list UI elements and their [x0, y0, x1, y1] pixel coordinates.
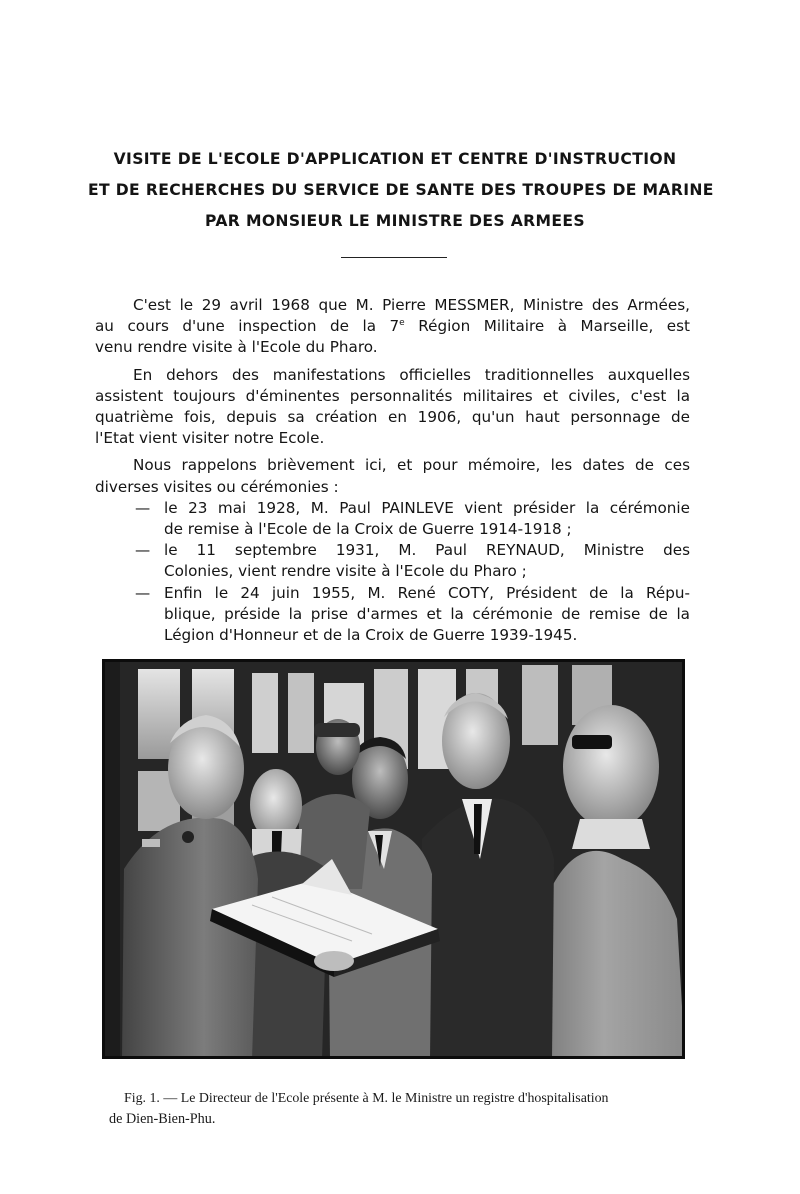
paragraph-line: Nous rappelons brièvement ici, et pour mémoire, les dates de ces: [133, 456, 690, 475]
dash-marker: —: [135, 583, 151, 602]
paragraph-line: diverses visites ou cérémonies :: [95, 477, 339, 496]
paragraph-1: [95, 295, 690, 359]
list-item-line: le 23 mai 1928, M. Paul PAINLEVE vient présider la cérémonie: [164, 498, 690, 517]
paragraph-line: C'est le 29 avril 1968 que M. Pierre MESSMER, Ministre des Armées,: [133, 296, 690, 314]
paragraph-3: [95, 455, 690, 497]
visits-list: [95, 498, 690, 646]
list-item-line: Enfin le 24 juin 1955, M. René COTY, Président de la Répu-: [164, 583, 690, 602]
list-item-line: Colonies, vient rendre visite à l'Ecole du Pharo ;: [164, 562, 527, 581]
caption-line: Fig. 1. — Le Directeur de l'Ecole présente à M. le Ministre un registre d'hospitalisation: [124, 1091, 609, 1106]
list-item-line: blique, préside la prise d'armes et la cérémonie de remise de la: [164, 604, 690, 623]
paragraph-line: au cours d'une inspection de la 7e Région Militaire à Marseille, est: [95, 317, 691, 336]
list-item: [95, 540, 690, 582]
dash-marker: —: [135, 541, 151, 560]
list-item: [95, 498, 690, 540]
title-line-1: VISITE DE L'ECOLE D'APPLICATION ET CENTRE D'INSTRUCTION: [113, 150, 677, 168]
list-item-line: Légion d'Honneur et de la Croix de Guerre 1939-1945.: [164, 626, 578, 645]
paragraph-line: venu rendre visite à l'Ecole du Pharo.: [95, 338, 378, 357]
figure-caption: [109, 1088, 694, 1130]
article-title: [88, 144, 714, 237]
title-line-2: ET DE RECHERCHES DU SERVICE DE SANTE DES TROUPES DE MARINE: [88, 181, 714, 199]
caption-line: de Dien-Bien-Phu.: [109, 1111, 216, 1127]
article-body: [95, 295, 690, 646]
list-item-line: de remise à l'Ecole de la Croix de Guerre 1914-1918 ;: [164, 520, 572, 539]
photo-illustration: [102, 659, 685, 1059]
paragraph-line: quatrième fois, depuis sa création en 1906, qu'un haut personnage de: [95, 408, 690, 427]
paragraph-line: assistent toujours d'éminentes personnalités militaires et civiles, c'est la: [95, 386, 690, 405]
dash-marker: —: [135, 498, 151, 517]
paragraph-2: [95, 365, 690, 450]
title-divider: [341, 257, 447, 258]
title-line-3: PAR MONSIEUR LE MINISTRE DES ARMEES: [205, 212, 585, 230]
list-item: [95, 583, 690, 647]
paragraph-line: l'Etat vient visiter notre Ecole.: [95, 429, 325, 448]
photograph-ministers-visit: [102, 659, 685, 1059]
paragraph-line: En dehors des manifestations officielles traditionnelles auxquelles: [133, 365, 690, 384]
list-item-line: le 11 septembre 1931, M. Paul REYNAUD, Ministre des: [164, 541, 690, 560]
